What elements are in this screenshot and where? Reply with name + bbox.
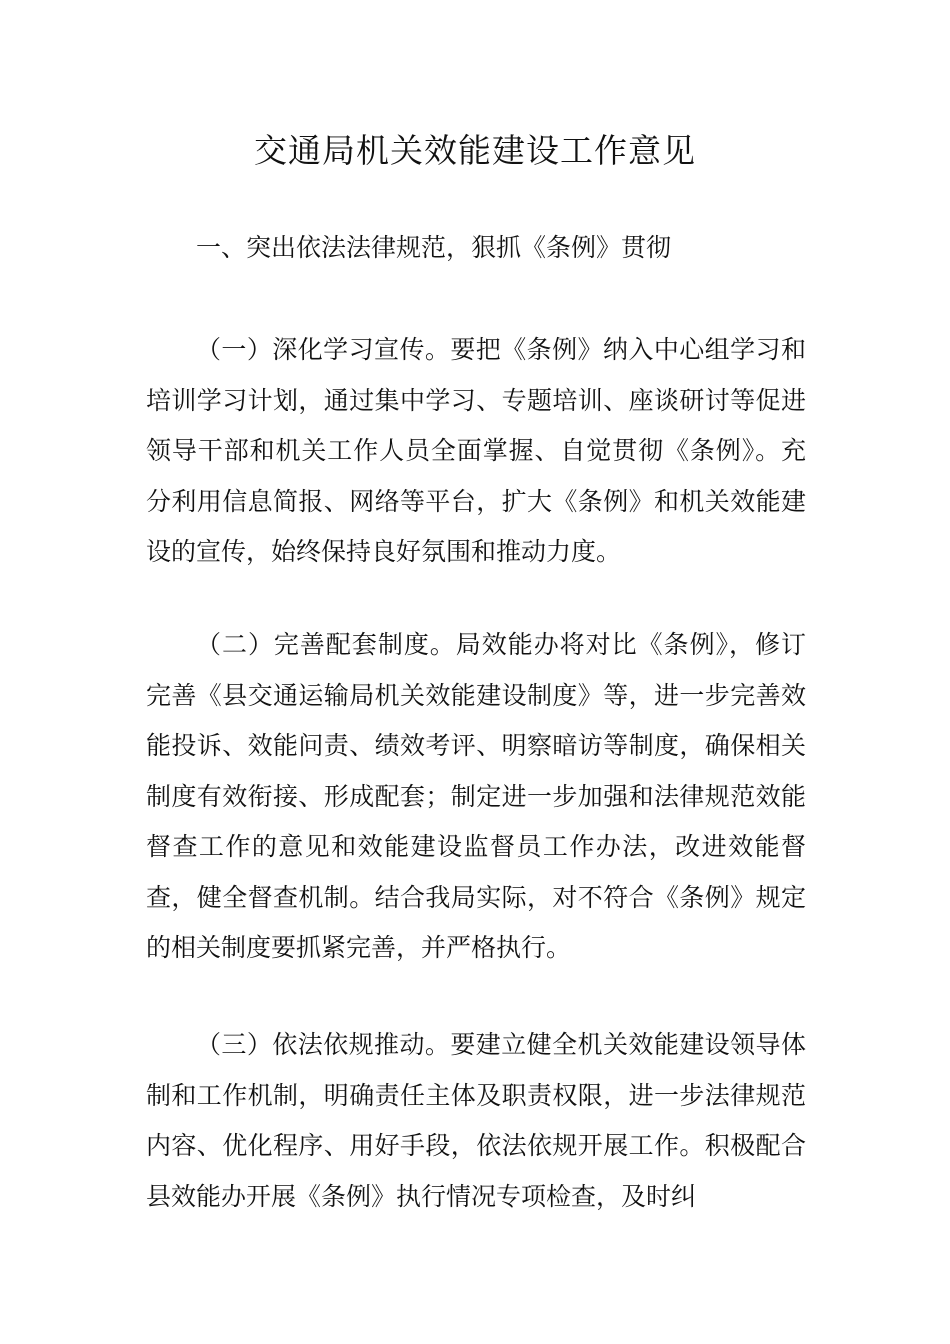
section-heading: 一、突出依法法律规范，狠抓《条例》贯彻 [196,233,672,262]
document-title: 交通局机关效能建设工作意见 [254,131,696,170]
paragraph-3: （三）依法依规推动。要建立健全机关效能建设领导体制和工作机制，明确责任主体及职责权限，进一步法律规范内容、优化程序、用好手段，依法依规开展工作。积极配合县效能办开展《条例》执行情况专项检查，及时纠 [146,1030,806,1211]
paragraph-1: （一）深化学习宣传。要把《条例》纳入中心组学习和培训学习计划，通过集中学习、专题培训、座谈研讨等促进领导干部和机关工作人员全面掌握、自觉贯彻《条例》。充分利用信息简报、网络等平台，扩大《条例》和机关效能建设的宣传，始终保持良好氛围和推动力度。 [146,335,806,566]
paragraph-2: （二）完善配套制度。局效能办将对比《条例》，修订完善《县交通运输局机关效能建设制度》等，进一步完善效能投诉、效能问责、绩效考评、明察暗访等制度，确保相关制度有效衔接、形成配套；制定进一步加强和法律规范效能督查工作的意见和效能建设监督员工作办法，改进效能督查，健全督查机制。结合我局实际，对不符合《条例》规定的相关制度要抓紧完善，并严格执行。 [146,630,806,962]
